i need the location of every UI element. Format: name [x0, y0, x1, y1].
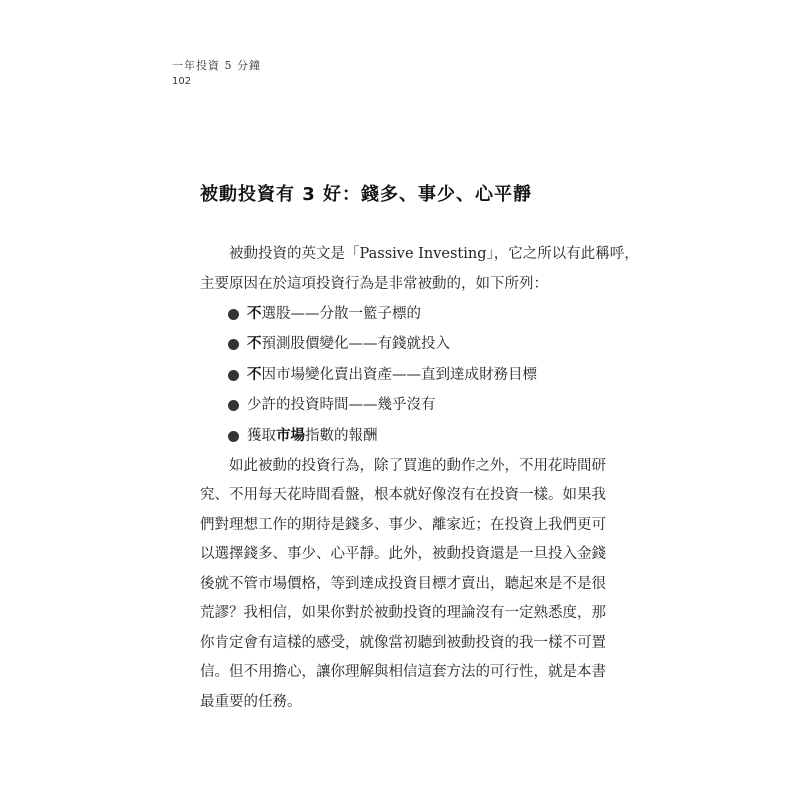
bullet-lead: 不: [247, 305, 262, 322]
bullet-text-post: 指數的報酬: [305, 427, 378, 444]
bullet-list: [200, 299, 610, 452]
bullet-text-pre: 獲取: [247, 427, 276, 444]
bullet-text: 少許的投資時間——幾乎沒有: [247, 397, 436, 413]
bullet-dot-icon: [228, 370, 239, 381]
body-line: 你肯定會有這樣的感受，就像當初聽到被動投資的我一樣不可置: [200, 634, 606, 651]
bullet-text: 預測股價變化——有錢就投入: [261, 336, 450, 352]
bullet-lead: 不: [247, 366, 262, 383]
bullet-dot-icon: [228, 339, 239, 350]
bullet-item: [228, 421, 610, 452]
intro-paragraph: [200, 240, 639, 299]
intro-line: 被動投資的英文是「Passive Investing」，它之所以有此稱呼，: [229, 246, 639, 262]
body-content: [200, 240, 639, 717]
section-title: 被動投資有 3 好：錢多、事少、心平靜: [200, 184, 533, 205]
bullet-text: 選股——分散一籃子標的: [261, 305, 421, 322]
bullet-text: 因市場變化賣出資產——直到達成財務目標: [261, 366, 537, 383]
bullet-item: [228, 299, 610, 330]
body-line: 信。但不用擔心，讓你理解與相信這套方法的可行性，就是本書: [200, 664, 606, 680]
bullet-dot-icon: [228, 309, 239, 320]
intro-line: 主要原因在於這項投資行為是非常被動的，如下所列：: [200, 275, 548, 292]
bullet-item: [228, 360, 610, 391]
bullet-item: [228, 330, 610, 361]
bullet-text-bold: 市場: [276, 427, 305, 444]
body-line: 以選擇錢多、事少、心平靜。此外，被動投資還是一旦投入金錢: [200, 546, 606, 562]
page-number: 102: [172, 76, 192, 87]
bullet-item: [228, 391, 610, 422]
bullet-lead: 不: [247, 336, 262, 352]
body-line: 荒謬？我相信，如果你對於被動投資的理論沒有一定熟悉度，那: [200, 605, 606, 621]
body-line: 們對理想工作的期待是錢多、事少、離家近；在投資上我們更可: [200, 516, 606, 533]
bullet-dot-icon: [228, 400, 239, 411]
body-line: 後就不管市場價格，等到達成投資目標才賣出，聽起來是不是很: [200, 575, 606, 592]
book-title: 一年投資 5 分鐘: [172, 59, 261, 72]
body-line: 最重要的任務。: [200, 693, 302, 710]
bullet-dot-icon: [228, 431, 239, 442]
body-paragraph: [200, 452, 610, 718]
body-line: 究、不用每天花時間看盤，根本就好像沒有在投資一樣。如果我: [200, 487, 606, 503]
running-head: [172, 58, 261, 90]
body-line: 如此被動的投資行為，除了買進的動作之外，不用花時間研: [229, 457, 606, 474]
